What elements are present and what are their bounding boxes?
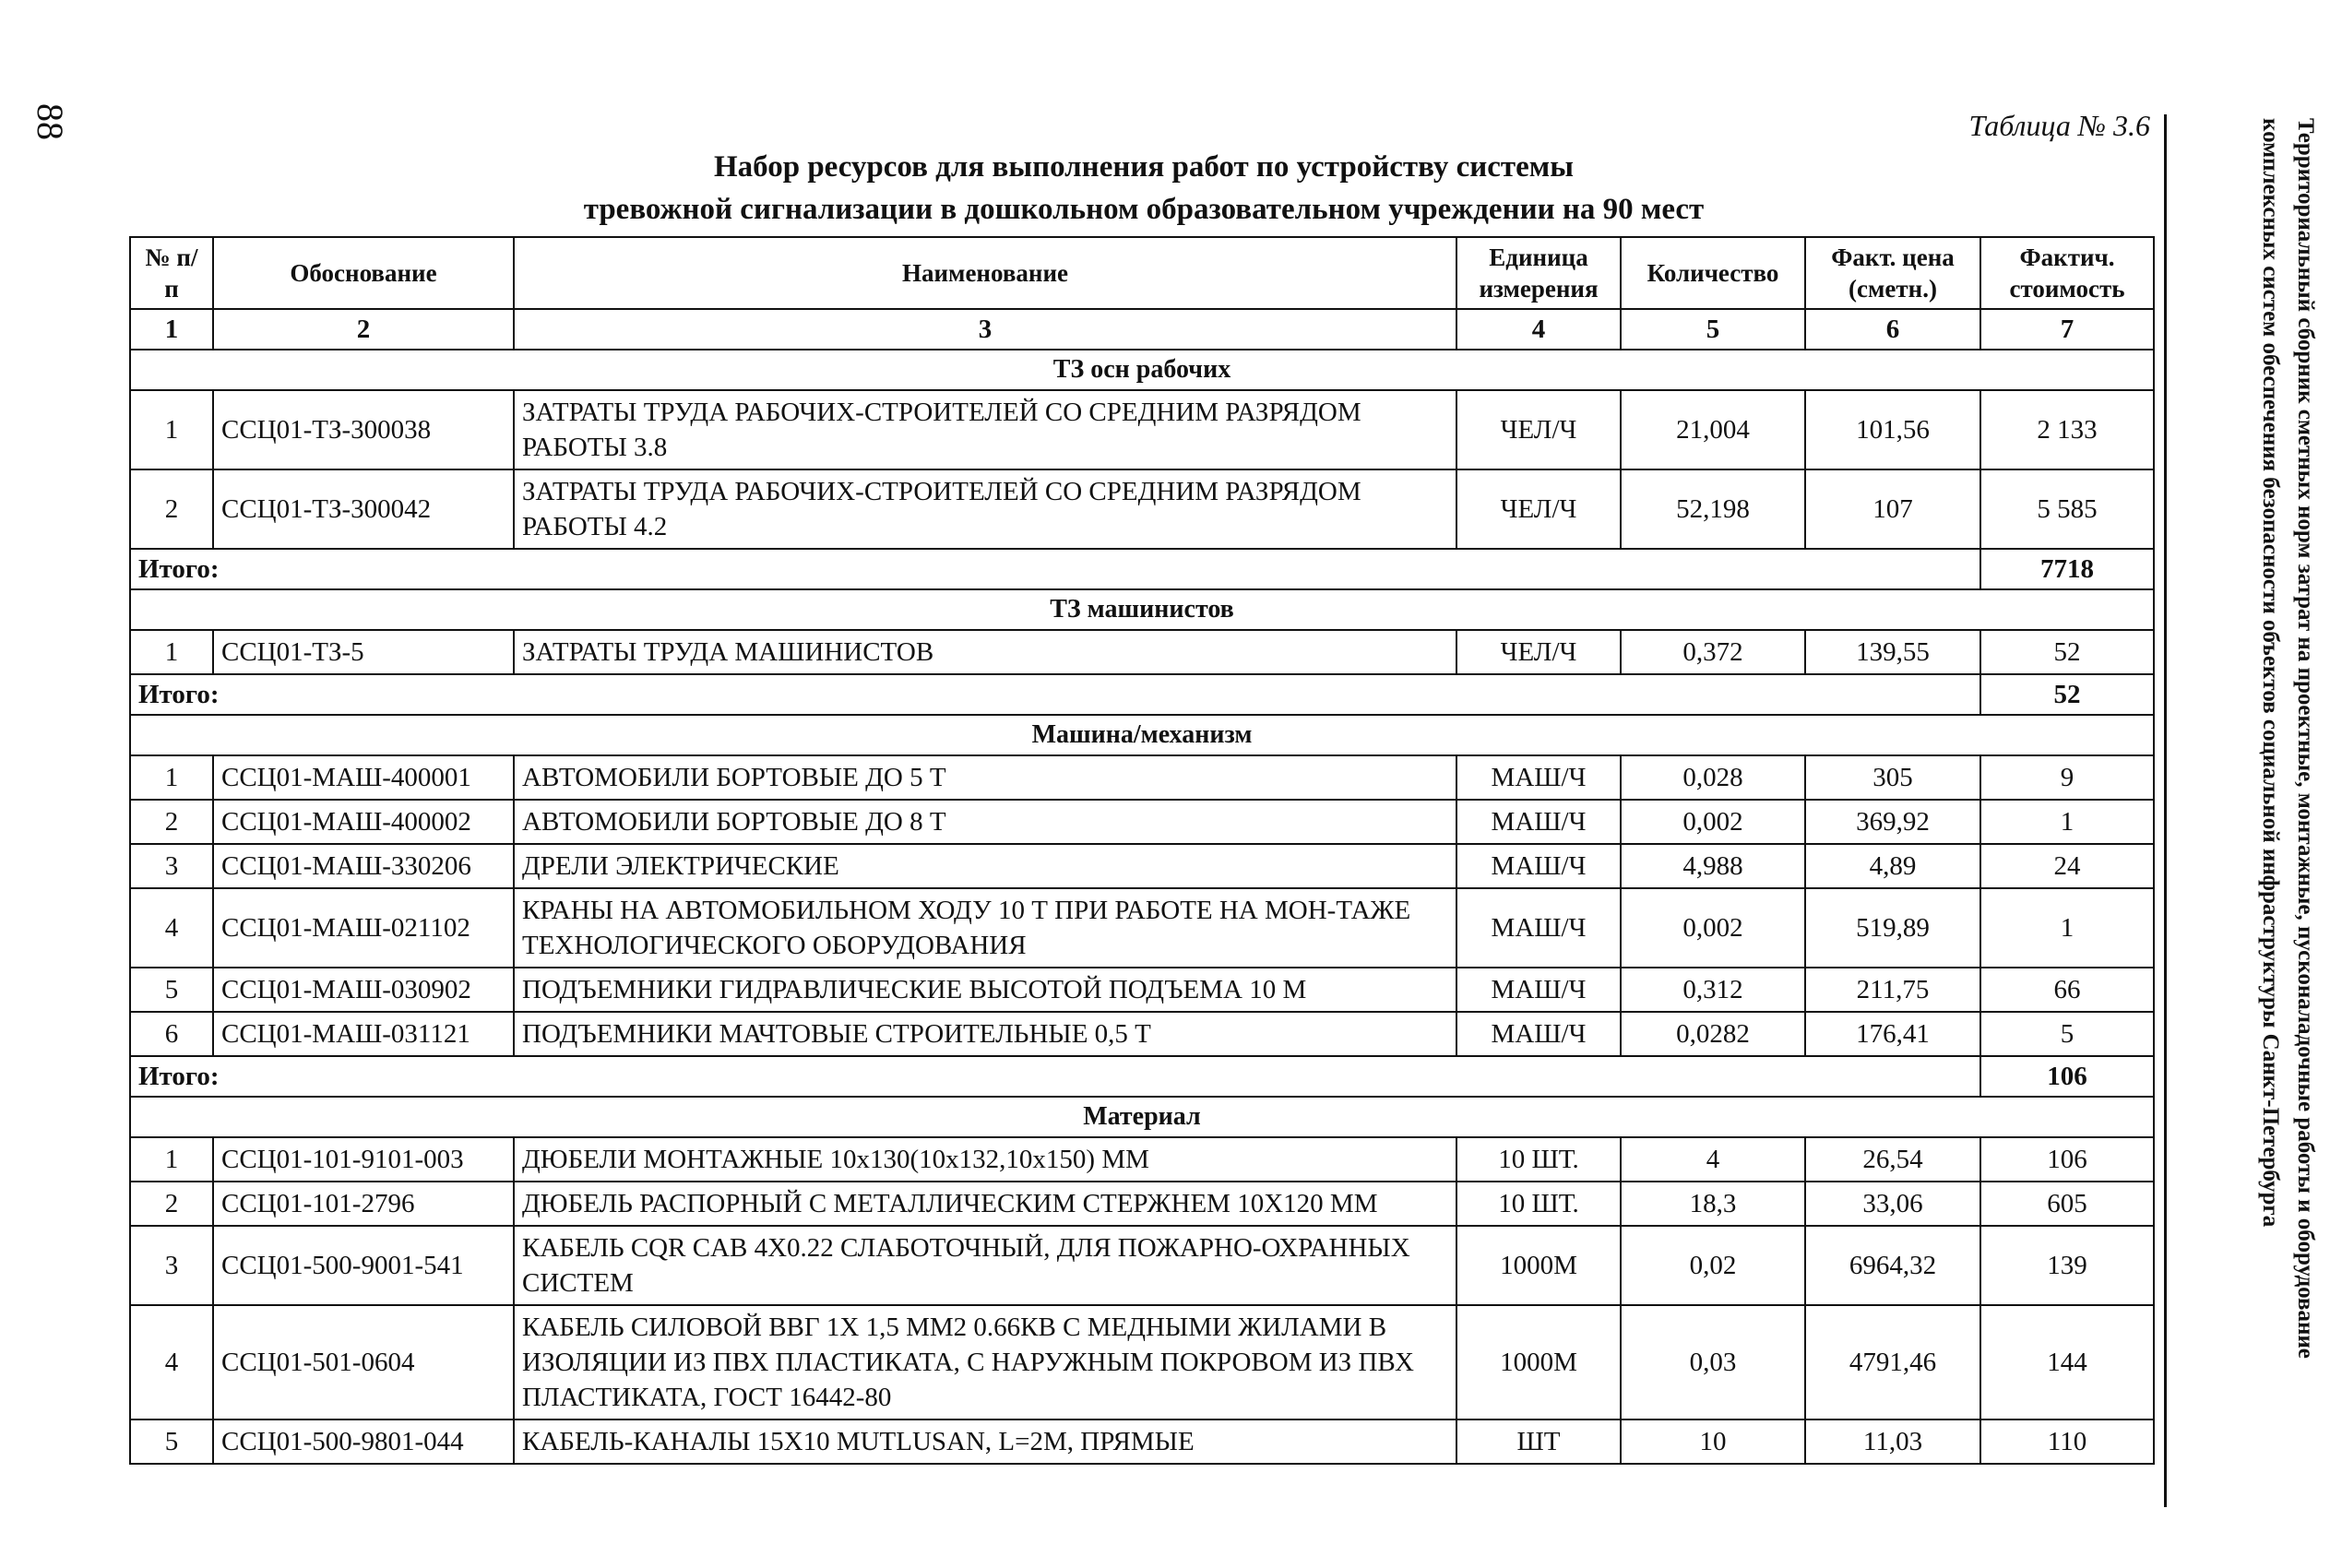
cell-name: ПОДЪЕМНИКИ МАЧТОВЫЕ СТРОИТЕЛЬНЫЕ 0,5 Т: [514, 1012, 1456, 1056]
cell-num: 4: [130, 1305, 213, 1420]
table-row: [130, 390, 2154, 469]
cell-unit: 10 ШТ.: [1456, 1137, 1621, 1182]
side-note: Территориальный сборник сметных норм затрат на проектные, монтажные, пусконаладочные работы и оборудование комплексных систем обеспечения безопасности объектов социальной инфраструктуры Санкт-Петербурга: [2258, 118, 2318, 1359]
cell-name: КАБЕЛЬ CQR CAB 4X0.22 СЛАБОТОЧНЫЙ, ДЛЯ ПОЖАРНО-ОХРАННЫХ СИСТЕМ: [514, 1226, 1456, 1305]
table-row: [130, 888, 2154, 968]
table-row: [130, 1012, 2154, 1056]
cell-price: 305: [1805, 755, 1980, 800]
cell-num: 5: [130, 968, 213, 1012]
cell-cost: 5 585: [1980, 469, 2154, 549]
header-basis: Обоснование: [213, 237, 514, 309]
cell-unit: 10 ШТ.: [1456, 1182, 1621, 1226]
cell-name: АВТОМОБИЛИ БОРТОВЫЕ ДО 8 Т: [514, 800, 1456, 844]
cell-basis: ССЦ01-101-2796: [213, 1182, 514, 1226]
cell-qty: 0,02: [1621, 1226, 1805, 1305]
table-row: [130, 755, 2154, 800]
cell-basis: ССЦ01-501-0604: [213, 1305, 514, 1420]
cell-num: 1: [130, 390, 213, 469]
table-row: [130, 968, 2154, 1012]
cell-basis: ССЦ01-ТЗ-300042: [213, 469, 514, 549]
cell-qty: 4,988: [1621, 844, 1805, 888]
cell-qty: 0,002: [1621, 800, 1805, 844]
cell-unit: 1000М: [1456, 1305, 1621, 1420]
cell-qty: 0,372: [1621, 630, 1805, 674]
cell-cost: 52: [1980, 630, 2154, 674]
total-row: [130, 1056, 2154, 1097]
column-number: 4: [1456, 309, 1621, 350]
cell-price: 519,89: [1805, 888, 1980, 968]
table-row: [130, 800, 2154, 844]
cell-unit: МАШ/Ч: [1456, 968, 1621, 1012]
cell-unit: МАШ/Ч: [1456, 844, 1621, 888]
header-qty: Количество: [1621, 237, 1805, 309]
cell-basis: ССЦ01-ТЗ-300038: [213, 390, 514, 469]
cell-num: 3: [130, 1226, 213, 1305]
page-number: 88: [30, 103, 71, 140]
cell-cost: 9: [1980, 755, 2154, 800]
cell-num: 5: [130, 1420, 213, 1464]
total-value: 52: [1980, 674, 2154, 715]
column-number: 5: [1621, 309, 1805, 350]
header-num: № п/п: [130, 237, 213, 309]
cell-qty: 0,0282: [1621, 1012, 1805, 1056]
cell-basis: ССЦ01-МАШ-330206: [213, 844, 514, 888]
column-number: 3: [514, 309, 1456, 350]
cell-unit: 1000М: [1456, 1226, 1621, 1305]
table-row: [130, 469, 2154, 549]
cell-price: 4791,46: [1805, 1305, 1980, 1420]
total-label: Итого:: [130, 549, 1980, 589]
cell-cost: 24: [1980, 844, 2154, 888]
cell-cost: 1: [1980, 888, 2154, 968]
side-rule: [2164, 114, 2167, 1507]
table-title-line-1: Набор ресурсов для выполнения работ по устройству системы: [713, 150, 1574, 184]
section-header-row: [130, 1097, 2154, 1137]
cell-price: 4,89: [1805, 844, 1980, 888]
section-header-row: [130, 715, 2154, 755]
table-title-line-2: тревожной сигнализации в дошкольном образовательном учреждении на 90 мест: [583, 193, 1705, 226]
cell-num: 1: [130, 630, 213, 674]
cell-name: ЗАТРАТЫ ТРУДА МАШИНИСТОВ: [514, 630, 1456, 674]
cell-basis: ССЦ01-МАШ-021102: [213, 888, 514, 968]
table-row: [130, 1305, 2154, 1420]
cell-num: 6: [130, 1012, 213, 1056]
column-number: 1: [130, 309, 213, 350]
cell-num: 1: [130, 755, 213, 800]
cell-price: 211,75: [1805, 968, 1980, 1012]
cell-name: ДРЕЛИ ЭЛЕКТРИЧЕСКИЕ: [514, 844, 1456, 888]
cell-price: 176,41: [1805, 1012, 1980, 1056]
cell-cost: 144: [1980, 1305, 2154, 1420]
cell-unit: ЧЕЛ/Ч: [1456, 469, 1621, 549]
section-header-row: [130, 589, 2154, 630]
cell-basis: ССЦ01-МАШ-400002: [213, 800, 514, 844]
cell-qty: 52,198: [1621, 469, 1805, 549]
cell-num: 2: [130, 800, 213, 844]
cell-num: 1: [130, 1137, 213, 1182]
cell-basis: ССЦ01-500-9001-541: [213, 1226, 514, 1305]
cell-cost: 2 133: [1980, 390, 2154, 469]
section-header-row: [130, 350, 2154, 390]
cell-price: 369,92: [1805, 800, 1980, 844]
cell-price: 101,56: [1805, 390, 1980, 469]
cell-qty: 18,3: [1621, 1182, 1805, 1226]
cell-qty: 21,004: [1621, 390, 1805, 469]
cell-cost: 5: [1980, 1012, 2154, 1056]
total-label: Итого:: [130, 1056, 1980, 1097]
cell-unit: ЧЕЛ/Ч: [1456, 630, 1621, 674]
column-number: 2: [213, 309, 514, 350]
cell-num: 3: [130, 844, 213, 888]
section-title: ТЗ осн рабочих: [130, 350, 2154, 390]
cell-price: 26,54: [1805, 1137, 1980, 1182]
cell-qty: 10: [1621, 1420, 1805, 1464]
table-row: [130, 1182, 2154, 1226]
cell-name: КАБЕЛЬ СИЛОВОЙ ВВГ 1Х 1,5 ММ2 0.66КВ С МЕДНЫМИ ЖИЛАМИ В ИЗОЛЯЦИИ ИЗ ПВХ ПЛАСТИКАТА, С НАРУЖНЫМ ПОКРОВОМ ИЗ ПВХ ПЛАСТИКАТА, ГОСТ 16442-80: [514, 1305, 1456, 1420]
cell-name: ЗАТРАТЫ ТРУДА РАБОЧИХ-СТРОИТЕЛЕЙ СО СРЕДНИМ РАЗРЯДОМ РАБОТЫ 4.2: [514, 469, 1456, 549]
cell-name: АВТОМОБИЛИ БОРТОВЫЕ ДО 5 Т: [514, 755, 1456, 800]
cell-name: ЗАТРАТЫ ТРУДА РАБОЧИХ-СТРОИТЕЛЕЙ СО СРЕДНИМ РАЗРЯДОМ РАБОТЫ 3.8: [514, 390, 1456, 469]
cell-name: ДЮБЕЛЬ РАСПОРНЫЙ С МЕТАЛЛИЧЕСКИМ СТЕРЖНЕМ 10Х120 ММ: [514, 1182, 1456, 1226]
cell-name: ПОДЪЕМНИКИ ГИДРАВЛИЧЕСКИЕ ВЫСОТОЙ ПОДЪЕМА 10 М: [514, 968, 1456, 1012]
cell-basis: ССЦ01-МАШ-400001: [213, 755, 514, 800]
table-row: [130, 630, 2154, 674]
header-name: Наименование: [514, 237, 1456, 309]
cell-name: ДЮБЕЛИ МОНТАЖНЫЕ 10х130(10х132,10х150) ММ: [514, 1137, 1456, 1182]
total-row: [130, 674, 2154, 715]
total-label: Итого:: [130, 674, 1980, 715]
cell-num: 2: [130, 469, 213, 549]
section-title: Материал: [130, 1097, 2154, 1137]
resource-table: [129, 236, 2155, 1465]
cell-unit: МАШ/Ч: [1456, 800, 1621, 844]
cell-cost: 106: [1980, 1137, 2154, 1182]
cell-qty: 0,028: [1621, 755, 1805, 800]
cell-basis: ССЦ01-500-9801-044: [213, 1420, 514, 1464]
header-price: Факт. цена (сметн.): [1805, 237, 1980, 309]
header-cost: Фактич. стоимость: [1980, 237, 2154, 309]
cell-basis: ССЦ01-101-9101-003: [213, 1137, 514, 1182]
cell-qty: 0,002: [1621, 888, 1805, 968]
header-unit: Единица измерения: [1456, 237, 1621, 309]
total-row: [130, 549, 2154, 589]
cell-basis: ССЦ01-МАШ-031121: [213, 1012, 514, 1056]
table-row: [130, 1137, 2154, 1182]
cell-qty: 0,312: [1621, 968, 1805, 1012]
header-row: [130, 237, 2154, 309]
table-row: [130, 1420, 2154, 1464]
cell-name: КАБЕЛЬ-КАНАЛЫ 15Х10 MUTLUSAN, L=2M, ПРЯМЫЕ: [514, 1420, 1456, 1464]
column-number-row: [130, 309, 2154, 350]
table-body: [130, 350, 2154, 1464]
total-value: 7718: [1980, 549, 2154, 589]
cell-cost: 605: [1980, 1182, 2154, 1226]
table-title: [129, 146, 2158, 231]
cell-price: 33,06: [1805, 1182, 1980, 1226]
cell-unit: МАШ/Ч: [1456, 888, 1621, 968]
cell-price: 107: [1805, 469, 1980, 549]
cell-cost: 139: [1980, 1226, 2154, 1305]
cell-basis: ССЦ01-ТЗ-5: [213, 630, 514, 674]
cell-qty: 0,03: [1621, 1305, 1805, 1420]
column-number: 7: [1980, 309, 2154, 350]
cell-unit: МАШ/Ч: [1456, 755, 1621, 800]
total-value: 106: [1980, 1056, 2154, 1097]
cell-price: 11,03: [1805, 1420, 1980, 1464]
cell-basis: ССЦ01-МАШ-030902: [213, 968, 514, 1012]
table-row: [130, 1226, 2154, 1305]
cell-price: 6964,32: [1805, 1226, 1980, 1305]
section-title: Машина/механизм: [130, 715, 2154, 755]
cell-unit: МАШ/Ч: [1456, 1012, 1621, 1056]
section-title: ТЗ машинистов: [130, 589, 2154, 630]
cell-num: 2: [130, 1182, 213, 1226]
cell-qty: 4: [1621, 1137, 1805, 1182]
cell-name: КРАНЫ НА АВТОМОБИЛЬНОМ ХОДУ 10 Т ПРИ РАБОТЕ НА МОН-ТАЖЕ ТЕХНОЛОГИЧЕСКОГО ОБОРУДОВАНИЯ: [514, 888, 1456, 968]
cell-cost: 110: [1980, 1420, 2154, 1464]
cell-cost: 66: [1980, 968, 2154, 1012]
table-row: [130, 844, 2154, 888]
cell-cost: 1: [1980, 800, 2154, 844]
cell-unit: ШТ: [1456, 1420, 1621, 1464]
column-number: 6: [1805, 309, 1980, 350]
table-number: Таблица № 3.6: [1968, 109, 2150, 142]
cell-price: 139,55: [1805, 630, 1980, 674]
cell-num: 4: [130, 888, 213, 968]
cell-unit: ЧЕЛ/Ч: [1456, 390, 1621, 469]
